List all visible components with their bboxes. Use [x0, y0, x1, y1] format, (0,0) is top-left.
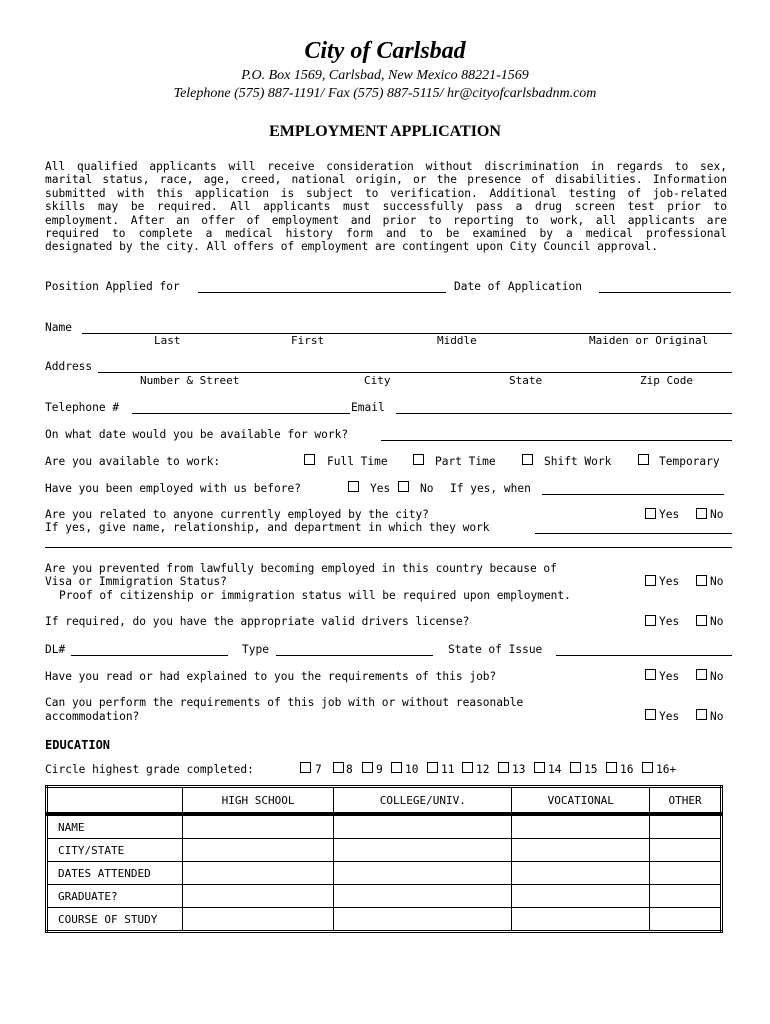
full-time-checkbox[interactable]: [304, 454, 315, 465]
visa-yes-label: Yes: [659, 575, 680, 588]
grade-9-label: 9: [376, 763, 383, 776]
column-header-vocational: VOCATIONAL: [512, 787, 650, 815]
related-yes-checkbox[interactable]: [645, 508, 656, 519]
visa-question: Are you prevented from lawfully becoming employed in this country because of: [45, 562, 557, 575]
grade-label: Circle highest grade completed:: [45, 763, 254, 776]
table-cell[interactable]: [334, 908, 512, 932]
available-date-field[interactable]: [381, 427, 732, 441]
dl-type-label: Type: [242, 643, 269, 656]
row-label-course-of-study: COURSE OF STUDY: [47, 908, 183, 932]
available-date-label: On what date would you be available for work?: [45, 428, 349, 441]
perform-question: Can you perform the requirements of this job with or without reasonable: [45, 696, 524, 709]
visa-yes-checkbox[interactable]: [645, 575, 656, 586]
education-heading: EDUCATION: [45, 738, 111, 752]
full-time-label: Full Time: [327, 455, 388, 468]
license-no-checkbox[interactable]: [696, 615, 707, 626]
table-row: [47, 839, 722, 862]
grade-10-label: 10: [405, 763, 419, 776]
grade-10-checkbox[interactable]: [391, 762, 402, 773]
dl-field[interactable]: [71, 642, 228, 656]
name-label: Name: [45, 321, 72, 334]
address-sub-street: Number & Street: [140, 374, 240, 387]
date-label: Date of Application: [454, 280, 582, 293]
grade-12-label: 12: [476, 763, 490, 776]
date-field[interactable]: [599, 279, 731, 293]
related-yes-label: Yes: [659, 508, 680, 521]
related-no-checkbox[interactable]: [696, 508, 707, 519]
row-label-graduate: GRADUATE?: [47, 885, 183, 908]
intro-line: submitted with this application is subject to verification. Additional testing of job-related: [45, 186, 727, 200]
name-sub-middle: Middle: [437, 334, 477, 347]
name-sub-first: First: [291, 334, 325, 347]
intro-line: skills may be required. All applicants must successfully pass a drug screen test prior to: [45, 200, 727, 214]
name-field[interactable]: [82, 320, 732, 334]
table-row: [47, 862, 722, 885]
shift-work-label: Shift Work: [544, 455, 612, 468]
grade-12-checkbox[interactable]: [462, 762, 473, 773]
table-cell[interactable]: [512, 814, 650, 839]
grade-16plus-checkbox[interactable]: [642, 762, 653, 773]
intro-line: employment. After an offer of employment and prior to reporting to work, all applicants are: [45, 213, 727, 227]
grade-7-label: 7: [315, 763, 322, 776]
table-cell[interactable]: [650, 862, 722, 885]
education-table: [45, 785, 723, 933]
employed-when-field[interactable]: [542, 481, 724, 495]
education-corner-cell: [47, 787, 183, 815]
table-cell[interactable]: [183, 814, 334, 839]
related-details-label: If yes, give name, relationship, and department in which they work: [45, 521, 490, 534]
visa-no-checkbox[interactable]: [696, 575, 707, 586]
grade-13-checkbox[interactable]: [498, 762, 509, 773]
table-cell[interactable]: [334, 814, 512, 839]
email-label: Email: [351, 401, 385, 414]
column-header-college: COLLEGE/UNIV.: [334, 787, 512, 815]
visa-note: Proof of citizenship or immigration status will be required upon employment.: [59, 589, 571, 602]
column-header-high-school: HIGH SCHOOL: [183, 787, 334, 815]
table-cell[interactable]: [183, 839, 334, 862]
related-extra-line: [45, 547, 732, 548]
part-time-label: Part Time: [435, 455, 496, 468]
city-contact: Telephone (575) 887-1191/ Fax (575) 887-5115/ hr@cityofcarlsbadnm.com: [173, 86, 597, 101]
table-cell[interactable]: [183, 862, 334, 885]
table-row: [47, 885, 722, 908]
temporary-label: Temporary: [659, 455, 720, 468]
employed-before-no-label: No: [420, 482, 434, 495]
visa-no-label: No: [710, 575, 724, 588]
grade-7-checkbox[interactable]: [300, 762, 311, 773]
state-issue-field[interactable]: [556, 642, 732, 656]
education-header-row: [47, 787, 722, 815]
table-cell[interactable]: [183, 885, 334, 908]
form-title: EMPLOYMENT APPLICATION: [269, 123, 501, 140]
grade-14-checkbox[interactable]: [534, 762, 545, 773]
city-title: City of Carlsbad: [304, 38, 466, 64]
table-cell[interactable]: [650, 814, 722, 839]
state-issue-label: State of Issue: [448, 643, 543, 656]
intro-line: marital status, race, age, creed, national origin, or the presence of disabilities. Information: [45, 173, 727, 187]
grade-13-label: 13: [512, 763, 526, 776]
license-no-label: No: [710, 615, 724, 628]
visa-question-cont: Visa or Immigration Status?: [45, 575, 227, 588]
employed-before-yes-label: Yes: [370, 482, 391, 495]
perform-yes-checkbox[interactable]: [645, 709, 656, 720]
position-label: Position Applied for: [45, 280, 180, 293]
name-sub-last: Last: [154, 334, 181, 347]
temporary-checkbox[interactable]: [638, 454, 649, 465]
name-sub-maiden: Maiden or Original: [589, 334, 709, 347]
read-req-yes-checkbox[interactable]: [645, 669, 656, 680]
address-sub-zip: Zip Code: [640, 374, 693, 387]
table-cell[interactable]: [512, 862, 650, 885]
if-yes-when-label: If yes, when: [450, 482, 531, 495]
city-address: P.O. Box 1569, Carlsbad, New Mexico 88221-1569: [241, 68, 529, 83]
row-label-dates-attended: DATES ATTENDED: [47, 862, 183, 885]
grade-16-label: 16: [620, 763, 634, 776]
read-req-no-checkbox[interactable]: [696, 669, 707, 680]
employed-before-yes-checkbox[interactable]: [348, 481, 359, 492]
related-details-field[interactable]: [535, 520, 732, 534]
grade-16-checkbox[interactable]: [606, 762, 617, 773]
row-label-name: NAME: [47, 814, 183, 839]
telephone-field[interactable]: [132, 400, 350, 414]
table-cell[interactable]: [650, 885, 722, 908]
grade-8-label: 8: [346, 763, 353, 776]
license-yes-checkbox[interactable]: [645, 615, 656, 626]
table-cell[interactable]: [512, 839, 650, 862]
address-field[interactable]: [98, 359, 732, 373]
telephone-label: Telephone #: [45, 401, 120, 414]
employed-before-label: Have you been employed with us before?: [45, 482, 301, 495]
intro-line: required to complete a medical history form and to be examined by a medical professional: [45, 227, 727, 241]
intro-line: All qualified applicants will receive consideration without discrimination in regards to sex,: [45, 160, 727, 173]
table-cell[interactable]: [334, 839, 512, 862]
related-question: Are you related to anyone currently employed by the city?: [45, 508, 429, 521]
table-cell[interactable]: [334, 885, 512, 908]
dl-type-field[interactable]: [276, 642, 433, 656]
read-requirements-question: Have you read or had explained to you the requirements of this job?: [45, 670, 497, 683]
intro-line: designated by the city. All offers of employment are contingent upon City Council approval.: [45, 240, 658, 254]
grade-9-checkbox[interactable]: [362, 762, 373, 773]
grade-8-checkbox[interactable]: [333, 762, 344, 773]
employed-before-no-checkbox[interactable]: [398, 481, 409, 492]
address-sub-state: State: [509, 374, 543, 387]
available-to-work-label: Are you available to work:: [45, 455, 221, 468]
grade-15-checkbox[interactable]: [570, 762, 581, 773]
email-field[interactable]: [396, 400, 732, 414]
address-label: Address: [45, 360, 93, 373]
grade-15-label: 15: [584, 763, 598, 776]
table-cell[interactable]: [512, 908, 650, 932]
license-question: If required, do you have the appropriate valid drivers license?: [45, 615, 470, 628]
table-cell[interactable]: [650, 839, 722, 862]
grade-16plus-label: 16+: [656, 763, 677, 776]
perform-no-label: No: [710, 710, 724, 723]
table-row: [47, 908, 722, 932]
table-cell[interactable]: [183, 908, 334, 932]
row-label-city-state: CITY/STATE: [47, 839, 183, 862]
related-no-label: No: [710, 508, 724, 521]
position-field[interactable]: [198, 279, 446, 293]
column-header-other: OTHER: [650, 787, 722, 815]
perform-question-cont: accommodation?: [45, 710, 140, 723]
perform-no-checkbox[interactable]: [696, 709, 707, 720]
read-req-no-label: No: [710, 670, 724, 683]
license-yes-label: Yes: [659, 615, 680, 628]
intro-paragraph: [45, 160, 727, 254]
part-time-checkbox[interactable]: [413, 454, 424, 465]
shift-work-checkbox[interactable]: [522, 454, 533, 465]
table-cell[interactable]: [512, 885, 650, 908]
dl-label: DL#: [45, 643, 66, 656]
grade-11-checkbox[interactable]: [427, 762, 438, 773]
table-cell[interactable]: [650, 908, 722, 932]
perform-yes-label: Yes: [659, 710, 680, 723]
table-cell[interactable]: [334, 862, 512, 885]
grade-11-label: 11: [441, 763, 455, 776]
read-req-yes-label: Yes: [659, 670, 680, 683]
grade-14-label: 14: [548, 763, 562, 776]
address-sub-city: City: [364, 374, 391, 387]
table-row: [47, 814, 722, 839]
